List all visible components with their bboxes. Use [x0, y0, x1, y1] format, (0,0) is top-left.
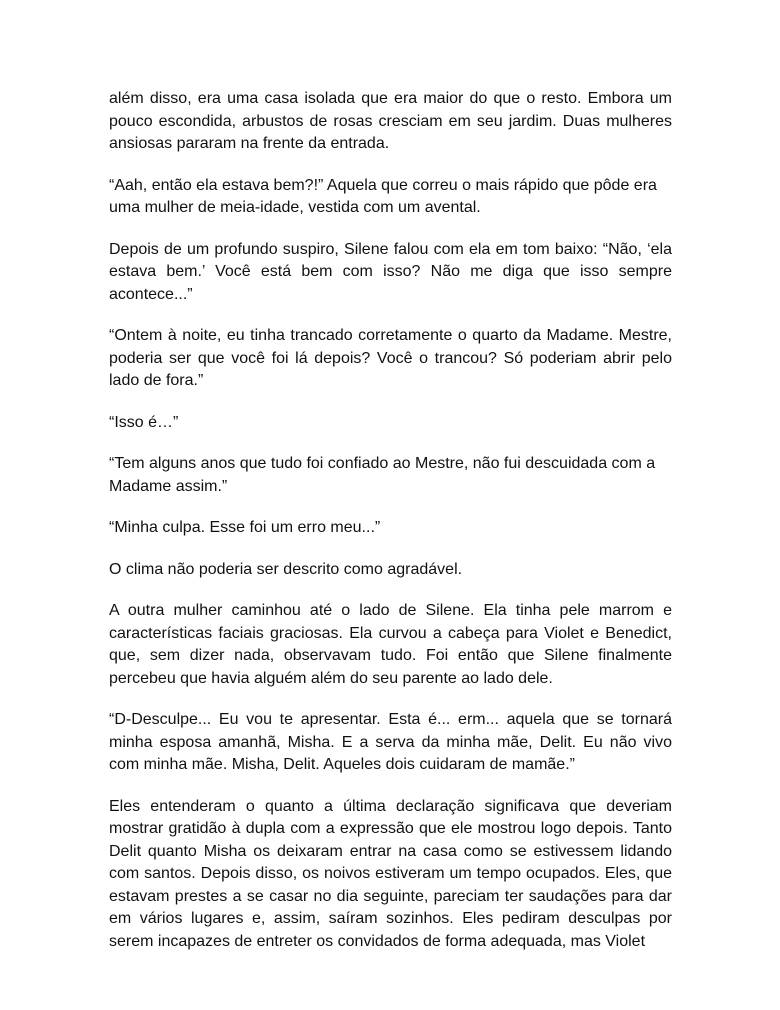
paragraph: “Ontem à noite, eu tinha trancado corretamente o quarto da Madame. Mestre, poderia ser que você foi lá depois? Você o trancou? Só poderiam abrir pelo lado de fora.” [109, 327, 672, 389]
paragraph: A outra mulher caminhou até o lado de Silene. Ela tinha pele marrom e características faciais graciosas. Ela curvou a cabeça para Violet e Benedict, que, sem dizer nada, observavam tudo. Foi então que Silene finalmente percebeu que havia alguém além do seu parente ao lado dele. [109, 602, 672, 687]
paragraph: “Aah, então ela estava bem?!” Aquela que correu o mais rápido que pôde era uma mulher de meia-idade, vestida com um avental. [109, 176, 657, 216]
document-body [109, 88, 672, 953]
paragraph: “Minha culpa. Esse foi um erro meu...” [109, 519, 381, 536]
paragraph: Depois de um profundo suspiro, Silene falou com ela em tom baixo: “Não, ‘ela estava bem.’ Você está bem com isso? Não me diga que isso sempre acontece...” [109, 240, 672, 303]
paragraph: “D-Desculpe... Eu vou te apresentar. Esta é... erm... aquela que se tornará minha esposa amanhã, Misha. E a serva da minha mãe, Delit. Eu não vivo com minha mãe. Misha, Delit. Aqueles dois cuidaram de mamãe.” [109, 711, 672, 773]
paragraph: O clima não poderia ser descrito como agradável. [109, 560, 463, 578]
paragraph: “Isso é…” [109, 413, 179, 431]
paragraph: Eles entenderam o quanto a última declaração significava que deveriam mostrar gratidão à dupla com a expressão que ele mostrou logo depois. Tanto Delit quanto Misha os deixaram entrar na casa como se estivessem lidando com santos. Depois disso, os noivos estiveram um tempo ocupados. Eles, que estavam prestes a se casar no dia seguinte, pareciam ter saudações para dar em vários lugares e, assim, saíram sozinhos. Eles pediram desculpas por serem incapazes de entreter os convidados de forma adequada, mas Violet [109, 797, 672, 950]
paragraph: “Tem alguns anos que tudo foi confiado ao Mestre, não fui descuidada com a Madame assim.” [109, 455, 656, 495]
paragraph: além disso, era uma casa isolada que era maior do que o resto. Embora um pouco escondida, arbustos de rosas cresciam em seu jardim. Duas mulheres ansiosas pararam na frente da entrada. [109, 90, 672, 152]
